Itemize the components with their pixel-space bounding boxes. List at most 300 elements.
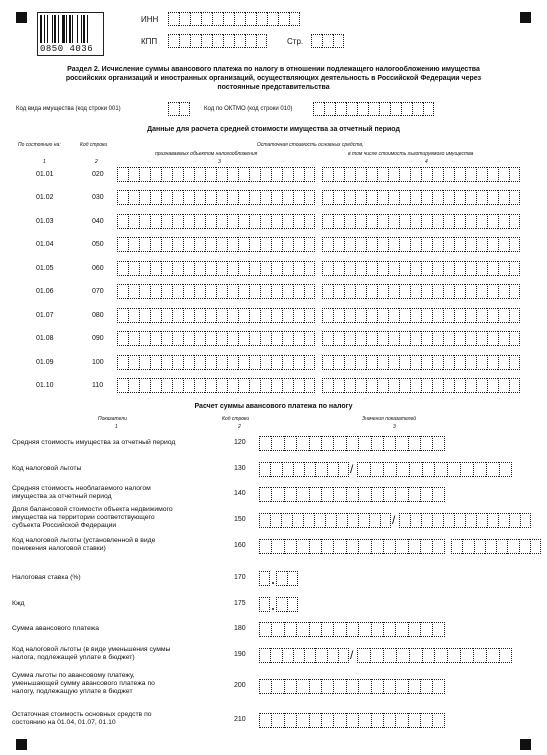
avg-col1-header: По состоянию на: (18, 142, 61, 148)
cell (168, 102, 179, 116)
cell (395, 487, 407, 502)
cell (333, 713, 345, 728)
avg-row-value-field[interactable] (117, 167, 315, 182)
cell (509, 513, 520, 528)
cell (498, 167, 509, 182)
calc-row-label: Доля балансовой стоимости объекта недвижимого (12, 506, 173, 513)
calc-col-indicators: Показатели (98, 416, 127, 422)
cell (432, 261, 443, 276)
cell (117, 214, 128, 229)
cell (281, 513, 292, 528)
calc-row-label: Сумма авансового платежа (12, 625, 100, 632)
cell (249, 261, 260, 276)
cell (344, 284, 355, 299)
cell (128, 190, 139, 205)
cell (293, 284, 304, 299)
cell (245, 12, 256, 26)
cell (509, 237, 520, 252)
cell (321, 713, 333, 728)
avg-row-value-field[interactable] (117, 261, 315, 276)
cell (260, 190, 271, 205)
cell (278, 12, 289, 26)
cell (304, 378, 315, 393)
cell (498, 308, 509, 323)
avg-row-benefit-field[interactable] (322, 284, 520, 299)
cell (443, 284, 454, 299)
calc-row-code: 120 (234, 439, 246, 446)
calc-row-code: 150 (234, 516, 246, 523)
cell (259, 539, 271, 554)
cell (462, 539, 473, 554)
cell (396, 648, 409, 663)
cell (259, 513, 270, 528)
cell (260, 214, 271, 229)
cell (371, 436, 383, 451)
cell (358, 679, 370, 694)
avg-row-value-field[interactable] (117, 284, 315, 299)
cell (117, 355, 128, 370)
calc-row-value-field[interactable] (259, 436, 445, 451)
calc-row-code: 140 (234, 490, 246, 497)
avg-col3-number: 3 (218, 159, 221, 165)
cell (296, 539, 308, 554)
cell (216, 284, 227, 299)
cell (309, 436, 321, 451)
cell (401, 102, 412, 116)
avg-table-title: Данные для расчета средней стоимости имущества за отчетный период (147, 126, 400, 133)
cell (183, 355, 194, 370)
cell (498, 355, 509, 370)
cell (395, 622, 407, 637)
cell (117, 261, 128, 276)
calc-row-label: Налоговая ставка (%) (12, 574, 81, 581)
avg-row-code: 040 (92, 218, 104, 225)
cell (322, 378, 333, 393)
page-number-field[interactable] (311, 34, 344, 48)
cell (284, 487, 296, 502)
cell (346, 713, 358, 728)
cell (498, 214, 509, 229)
cell (238, 167, 249, 182)
cell (292, 513, 303, 528)
calc-row-value-field[interactable] (276, 597, 298, 612)
cell (304, 190, 315, 205)
cell (377, 261, 388, 276)
avg-col2-header: Код строки (80, 142, 108, 148)
cell (409, 648, 422, 663)
calc-row-value-field[interactable] (357, 462, 512, 477)
cell (474, 539, 485, 554)
cell (346, 102, 357, 116)
calc-row-value-field[interactable] (357, 648, 512, 663)
cell (304, 355, 315, 370)
cell (473, 648, 486, 663)
cell (498, 190, 509, 205)
cell (282, 190, 293, 205)
cell (150, 190, 161, 205)
cell (139, 355, 150, 370)
cell (282, 214, 293, 229)
cell (271, 378, 282, 393)
cell (322, 237, 333, 252)
cell (520, 513, 531, 528)
barcode-bar (40, 15, 42, 43)
avg-row-value-field[interactable] (117, 190, 315, 205)
cell (271, 284, 282, 299)
cell (399, 190, 410, 205)
cell (410, 378, 421, 393)
cell (355, 261, 366, 276)
cell (399, 308, 410, 323)
cell (238, 284, 249, 299)
barcode-bar (77, 15, 78, 43)
avg-row-date: 01.04 (36, 241, 54, 248)
avg-row-benefit-field[interactable] (322, 214, 520, 229)
cell (271, 539, 283, 554)
cell (366, 331, 377, 346)
avg-col3b-header: в том числе стоимость льготируемого имущества (348, 151, 474, 157)
calc-row-value-field[interactable] (259, 648, 349, 663)
cell (338, 462, 349, 477)
avg-row-value-field[interactable] (117, 355, 315, 370)
cell (249, 190, 260, 205)
cell (179, 12, 190, 26)
cell (434, 648, 447, 663)
cell (377, 331, 388, 346)
kpp-field[interactable] (168, 34, 267, 48)
calc-row-label: налога, подлежащей уплате в бюджет) (12, 654, 135, 661)
calc-row-label: Код налоговой льготы (12, 465, 82, 472)
cell (117, 284, 128, 299)
cell (487, 190, 498, 205)
cell (256, 12, 267, 26)
cell (172, 378, 183, 393)
cell (227, 308, 238, 323)
cell (249, 167, 260, 182)
cell (519, 539, 530, 554)
cell (249, 378, 260, 393)
cell (388, 378, 399, 393)
cell (190, 12, 201, 26)
cell (499, 462, 512, 477)
calc-row-label: Код налоговой льготы (в виде уменьшения суммы (12, 646, 171, 653)
cell (421, 261, 432, 276)
cell (388, 190, 399, 205)
cell (509, 284, 520, 299)
avg-row-benefit-field[interactable] (322, 167, 520, 182)
cell (289, 12, 300, 26)
cell (476, 513, 487, 528)
cell (377, 214, 388, 229)
avg-row-value-field[interactable] (117, 237, 315, 252)
cell (487, 331, 498, 346)
cell (309, 713, 321, 728)
cell (366, 214, 377, 229)
cell (304, 261, 315, 276)
cell (161, 308, 172, 323)
cell (271, 167, 282, 182)
cell (447, 648, 460, 663)
cell (355, 331, 366, 346)
cell (194, 237, 205, 252)
cell (355, 355, 366, 370)
cell (212, 34, 223, 48)
cell (194, 284, 205, 299)
cell (388, 355, 399, 370)
cell (296, 679, 308, 694)
cell (496, 539, 507, 554)
cell (216, 261, 227, 276)
avg-row-benefit-field[interactable] (322, 378, 520, 393)
corner-marker-top-right (520, 12, 531, 23)
calc-row-value-field[interactable] (259, 679, 445, 694)
cell (333, 237, 344, 252)
calc-row-label: субъекта Российской Федерации (12, 522, 117, 529)
cell (172, 167, 183, 182)
page-label: Стр. (287, 37, 304, 46)
cell (227, 261, 238, 276)
cell (454, 167, 465, 182)
cell (249, 284, 260, 299)
cell (282, 378, 293, 393)
cell (487, 513, 498, 528)
calc-row-value-field[interactable] (259, 571, 270, 586)
avg-row-benefit-field[interactable] (322, 331, 520, 346)
cell (216, 331, 227, 346)
cell (421, 331, 432, 346)
cell (408, 713, 420, 728)
cell (128, 355, 139, 370)
cell (530, 539, 541, 554)
cell (304, 308, 315, 323)
cell (205, 190, 216, 205)
cell (346, 539, 358, 554)
calc-row-value-field[interactable] (276, 571, 298, 586)
cell (498, 261, 509, 276)
avg-row-benefit-field[interactable] (322, 237, 520, 252)
cell (238, 261, 249, 276)
cell (465, 214, 476, 229)
cell (194, 308, 205, 323)
cell (271, 355, 282, 370)
cell (465, 355, 476, 370)
cell (315, 462, 326, 477)
cell (358, 622, 370, 637)
cell (271, 261, 282, 276)
cell (383, 487, 395, 502)
cell (396, 462, 409, 477)
avg-col4-number: 4 (425, 159, 428, 165)
cell (172, 308, 183, 323)
calc-row-value-field[interactable] (259, 597, 270, 612)
cell (271, 622, 283, 637)
cell (259, 713, 271, 728)
calc-row-value-field[interactable] (451, 539, 541, 554)
cell (183, 190, 194, 205)
cell (259, 648, 270, 663)
calc-row-value-field[interactable] (399, 513, 531, 528)
cell (498, 237, 509, 252)
cell (322, 331, 333, 346)
cell (371, 713, 383, 728)
cell (282, 355, 293, 370)
cell (451, 539, 462, 554)
calc-row-label: имущества за отчетный период (12, 493, 112, 500)
cell (383, 622, 395, 637)
cell (293, 331, 304, 346)
cell (205, 355, 216, 370)
cell (179, 102, 190, 116)
cell (304, 648, 315, 663)
cell (333, 378, 344, 393)
barcode-bar (47, 15, 48, 43)
cell (498, 513, 509, 528)
cell (379, 102, 390, 116)
cell (371, 487, 383, 502)
cell (183, 284, 194, 299)
avg-row-code: 060 (92, 265, 104, 272)
cell (383, 462, 396, 477)
avg-row-date: 01.07 (36, 312, 54, 319)
section-title-line-1: Раздел 2. Исчисление суммы авансового платежа по налогу в отношении подлежащего налогообложению имущества (67, 66, 480, 73)
calc-col3-number: 3 (393, 424, 396, 430)
cell (194, 214, 205, 229)
avg-row-benefit-field[interactable] (322, 190, 520, 205)
cell (465, 167, 476, 182)
cell (259, 679, 271, 694)
calc-row-value-field[interactable] (259, 539, 445, 554)
barcode-bar (52, 15, 53, 43)
cell (172, 331, 183, 346)
cell (509, 261, 520, 276)
calc-row-value-field[interactable] (259, 513, 391, 528)
cell (238, 214, 249, 229)
cell (509, 378, 520, 393)
cell (322, 34, 333, 48)
oktmo-field[interactable] (313, 102, 434, 116)
cell (216, 237, 227, 252)
avg-row-value-field[interactable] (117, 378, 315, 393)
cell (399, 214, 410, 229)
cell (238, 331, 249, 346)
cell (139, 190, 150, 205)
calc-row-value-field[interactable] (259, 622, 445, 637)
cell (432, 622, 444, 637)
cell (358, 487, 370, 502)
cell (346, 622, 358, 637)
cell (344, 237, 355, 252)
cell (194, 261, 205, 276)
cell (260, 308, 271, 323)
cell (443, 378, 454, 393)
cell (304, 167, 315, 182)
cell (509, 308, 520, 323)
cell (487, 167, 498, 182)
kpp-label: КПП (141, 37, 158, 46)
avg-row-value-field[interactable] (117, 331, 315, 346)
calc-row-value-field[interactable] (259, 487, 445, 502)
cell (321, 436, 333, 451)
cell (420, 487, 432, 502)
cell (139, 261, 150, 276)
cell (410, 167, 421, 182)
avg-row-benefit-field[interactable] (322, 261, 520, 276)
cell (355, 308, 366, 323)
cell (395, 436, 407, 451)
avg-row-code: 100 (92, 359, 104, 366)
cell (161, 214, 172, 229)
avg-row-value-field[interactable] (117, 214, 315, 229)
cell (377, 378, 388, 393)
cell (117, 237, 128, 252)
cell (304, 331, 315, 346)
cell (322, 284, 333, 299)
property-code-field[interactable] (168, 102, 190, 116)
barcode (37, 12, 104, 56)
cell (465, 284, 476, 299)
cell (333, 355, 344, 370)
cell (388, 261, 399, 276)
cell (282, 648, 293, 663)
cell (420, 679, 432, 694)
avg-row-date: 01.02 (36, 194, 54, 201)
cell (321, 487, 333, 502)
cell (227, 167, 238, 182)
cell (368, 102, 379, 116)
cell (498, 331, 509, 346)
inn-field[interactable] (168, 12, 300, 26)
avg-row-code: 090 (92, 335, 104, 342)
cell (271, 190, 282, 205)
cell (432, 308, 443, 323)
cell (322, 214, 333, 229)
cell (369, 513, 380, 528)
cell (454, 190, 465, 205)
cell (366, 261, 377, 276)
calc-col-code: Код строки (222, 416, 250, 422)
cell (282, 462, 293, 477)
cell (333, 622, 345, 637)
cell (485, 539, 496, 554)
cell (256, 34, 267, 48)
avg-row-benefit-field[interactable] (322, 355, 520, 370)
cell (410, 237, 421, 252)
cell (509, 331, 520, 346)
cell (355, 167, 366, 182)
cell (315, 648, 326, 663)
avg-row-value-field[interactable] (117, 308, 315, 323)
barcode-bar (54, 15, 56, 43)
cell (311, 34, 322, 48)
avg-row-date: 01.06 (36, 288, 54, 295)
cell (399, 355, 410, 370)
cell (271, 308, 282, 323)
calc-row-value-field[interactable] (259, 462, 349, 477)
cell (432, 355, 443, 370)
cell (509, 214, 520, 229)
cell (420, 622, 432, 637)
cell (432, 237, 443, 252)
calc-row-value-field[interactable] (259, 713, 445, 728)
cell (150, 331, 161, 346)
cell (293, 214, 304, 229)
cell (260, 167, 271, 182)
calc-row-label: Сумма льготы по авансовому платежу, (12, 672, 135, 679)
barcode-bar (69, 15, 71, 43)
cell (338, 648, 349, 663)
cell (322, 308, 333, 323)
avg-row-benefit-field[interactable] (322, 308, 520, 323)
